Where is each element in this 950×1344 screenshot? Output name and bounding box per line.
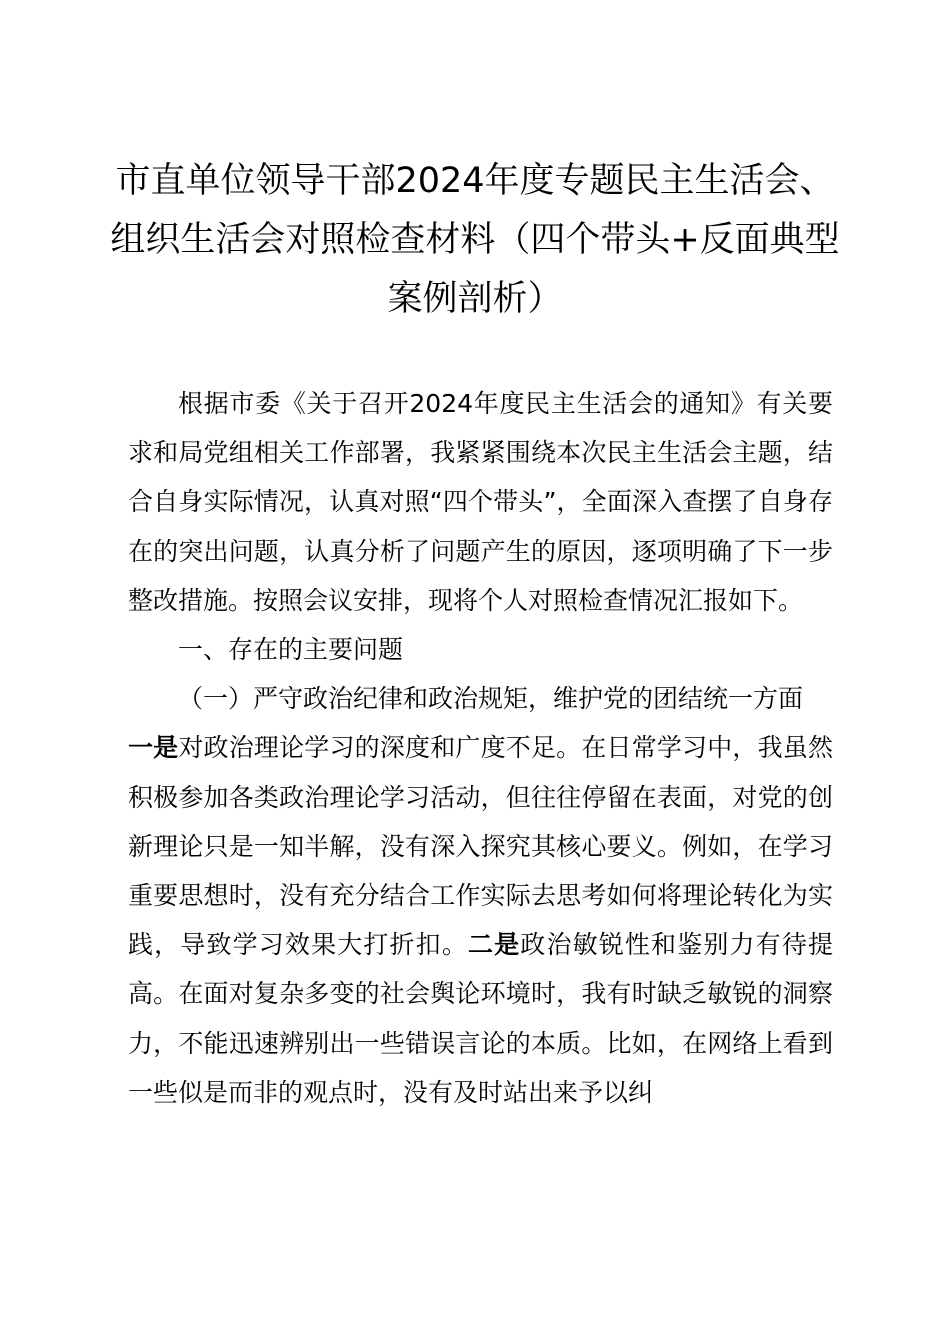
point-1-label: 一是 [128,733,179,763]
point-2-label: 二是 [467,930,521,960]
document-body [128,379,833,1117]
point-2-text: 政治敏锐性和鉴别力有待提高。在面对复杂多变的社会舆论环境时，我有时缺乏敏锐的洞察力，不能迅速辨别出一些错误言论的本质。比如，在网络上看到一些似是而非的观点时，没有及时站出来予以纠 [128,930,833,1107]
intro-paragraph: 根据市委《关于召开2024年度民主生活会的通知》有关要求和局党组相关工作部署，我紧紧围绕本次民主生活会主题，结合自身实际情况，认真对照“四个带头”，全面深入查摆了自身存在的突出问题，认真分析了问题产生的原因，逐项明确了下一步整改措施。按照会议安排，现将个人对照检查情况汇报如下。 [128,389,833,615]
point-1-text: 对政治理论学习的深度和广度不足。在日常学习中，我虽然积极参加各类政治理论学习活动，但往往停留在表面，对党的创新理论只是一知半解，没有深入探究其核心要义。例如，在学习重要思想时，没有充分结合工作实际去思考如何将理论转化为实践，导致学习效果大打折扣。 [128,733,833,960]
problem-paragraph [128,723,833,1117]
section-heading: 一、存在的主要问题 [178,635,404,665]
document-title: 市直单位领导干部2024年度专题民主生活会、组织生活会对照检查材料（四个带头+反面典型案例剖析） [110,161,840,319]
subsection-heading: （一）严守政治纪律和政治规矩，维护党的团结统一方面 [178,684,804,714]
